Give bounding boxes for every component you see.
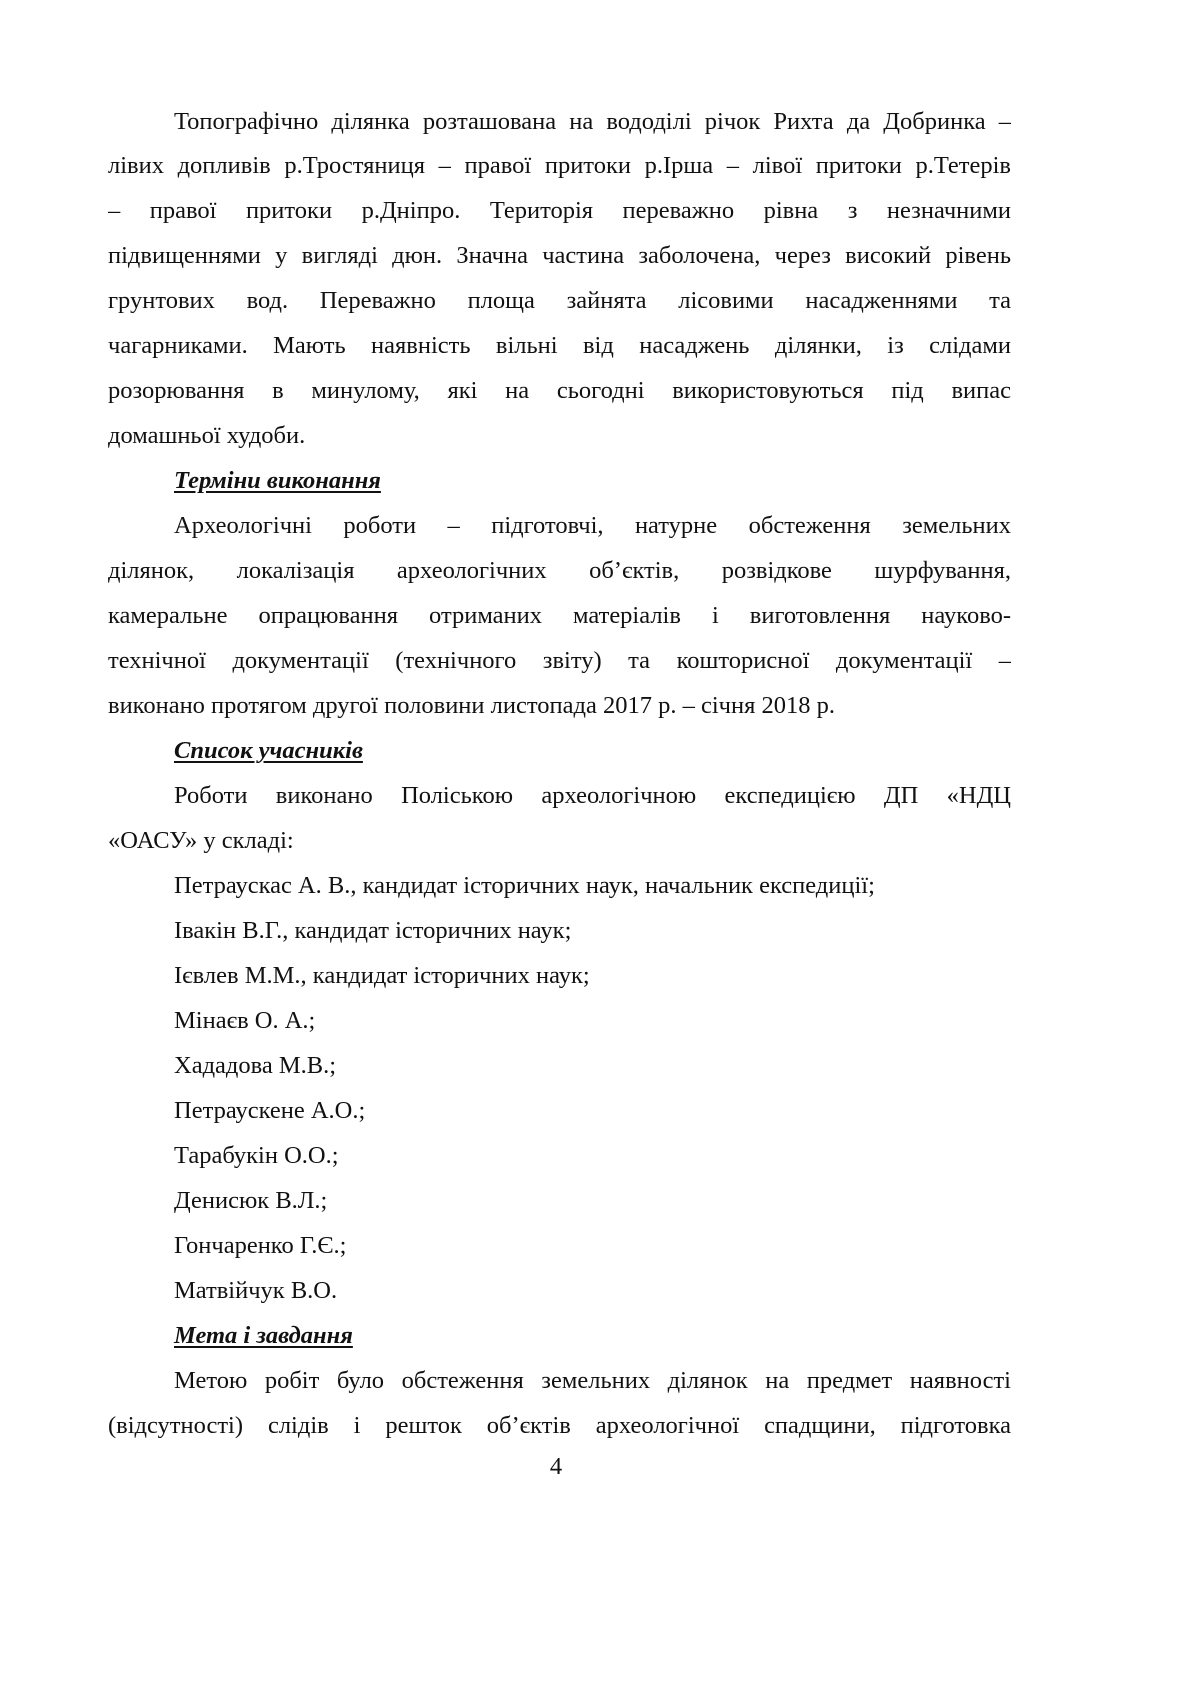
paragraph-line: чагарниками. Мають наявність вільні від насаджень ділянки, із слідами: [108, 332, 1011, 359]
paragraph-line: виконано протягом другої половини листопада 2017 р. – січня 2018 р.: [108, 692, 835, 719]
paragraph-line: Археологічні роботи – підготовчі, натурне обстеження земельних: [174, 512, 1011, 539]
participant-item: Денисюк В.Л.;: [174, 1187, 328, 1214]
paragraph-line: (відсутності) слідів і решток об’єктів археологічної спадщини, підготовка: [108, 1412, 1011, 1439]
paragraph-line: – правої притоки р.Дніпро. Територія переважно рівна з незначними: [108, 197, 1011, 224]
section-heading-goals: Мета і завдання: [174, 1322, 353, 1349]
participant-item: Тарабукін О.О.;: [174, 1142, 339, 1169]
participant-item: Петраускас А. В., кандидат історичних наук, начальник експедиції;: [174, 872, 875, 899]
participant-item: Петраускене А.О.;: [174, 1097, 366, 1124]
paragraph-line: технічної документації (технічного звіту) та кошторисної документації –: [108, 647, 1011, 674]
paragraph-line: Метою робіт було обстеження земельних ділянок на предмет наявності: [174, 1367, 1011, 1394]
paragraph-line: «ОАСУ» у складі:: [108, 827, 294, 854]
paragraph-line: камеральне опрацювання отриманих матеріалів і виготовлення науково-: [108, 602, 1011, 629]
paragraph-line: підвищеннями у вигляді дюн. Значна частина заболочена, через високий рівень: [108, 242, 1011, 269]
section-heading-participants: Список учасників: [174, 737, 363, 764]
paragraph-line: домашньої худоби.: [108, 422, 306, 449]
paragraph-line: Роботи виконано Поліською археологічною експедицією ДП «НДЦ: [174, 782, 1011, 809]
paragraph-line: ділянок, локалізація археологічних об’єктів, розвідкове шурфування,: [108, 557, 1011, 584]
participant-item: Хададова М.В.;: [174, 1052, 337, 1079]
participant-item: Мінаєв О. А.;: [174, 1007, 316, 1034]
participant-item: Матвійчук В.О.: [174, 1277, 338, 1304]
paragraph-line: Топографічно ділянка розташована на вододілі річок Рихта да Добринка –: [174, 108, 1011, 135]
section-heading-terms: Терміни виконання: [174, 467, 381, 494]
paragraph-line: розорювання в минулому, які на сьогодні використовуються під випас: [108, 377, 1011, 404]
participant-item: Івакін В.Г., кандидат історичних наук;: [174, 917, 572, 944]
paragraph-line: грунтових вод. Переважно площа зайнята лісовими насадженнями та: [108, 287, 1011, 314]
paragraph-line: лівих допливів р.Тростяниця – правої притоки р.Ірша – лівої притоки р.Тетерів: [108, 152, 1011, 179]
participant-item: Ієвлев М.М., кандидат історичних наук;: [174, 962, 590, 989]
page-number: 4: [549, 1453, 563, 1480]
participant-item: Гончаренко Г.Є.;: [174, 1232, 347, 1259]
